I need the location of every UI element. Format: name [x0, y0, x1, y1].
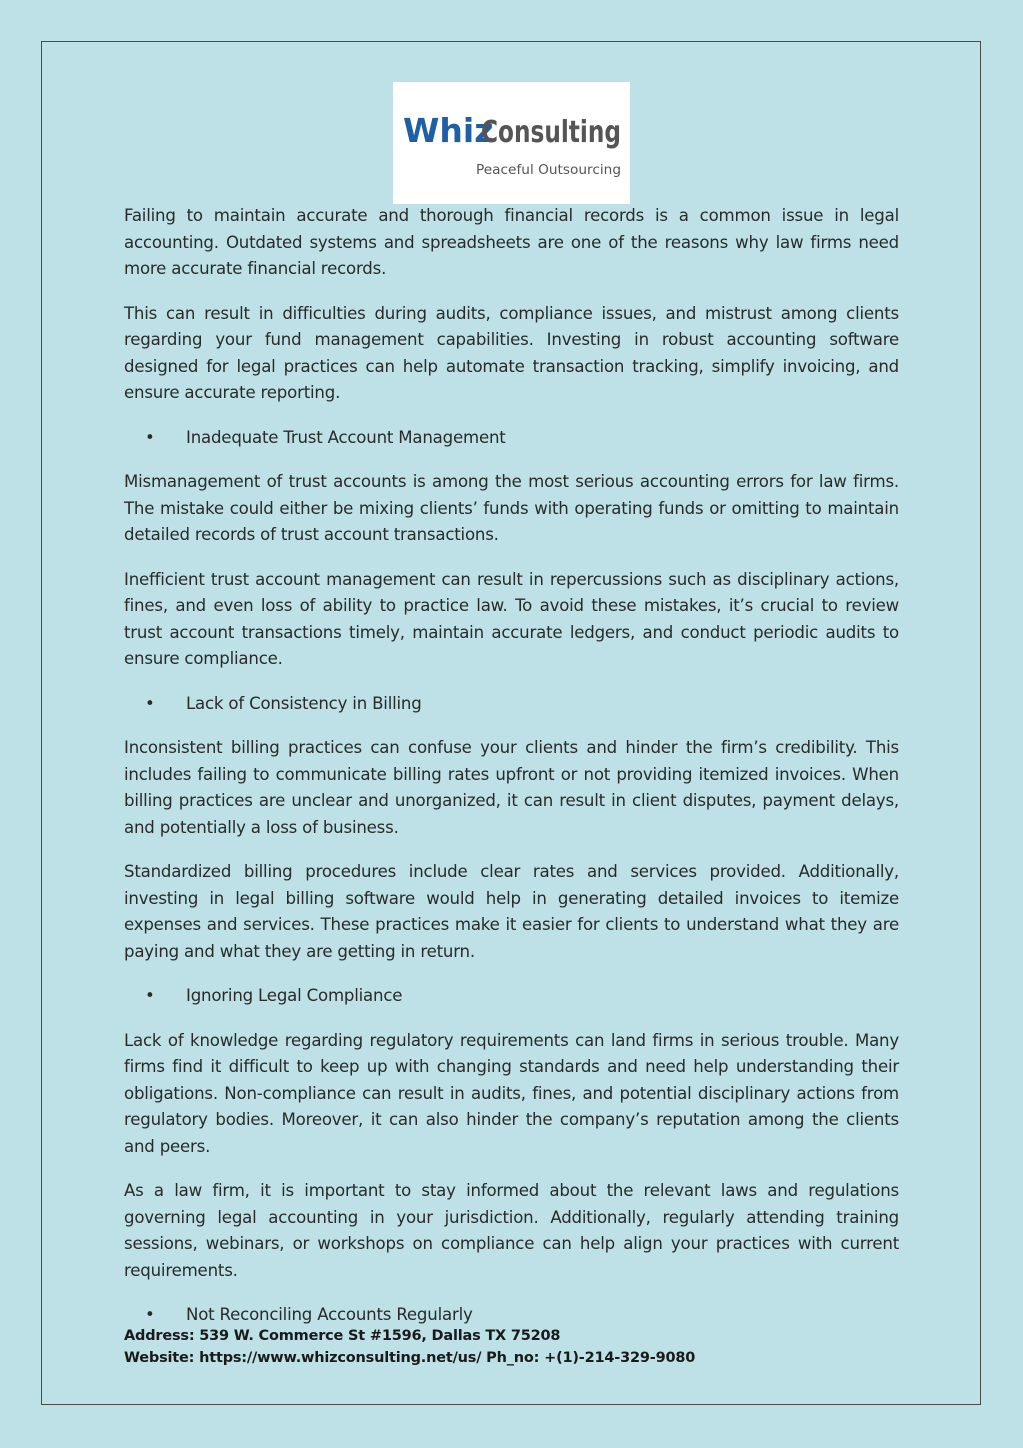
logo-brand-second: Consulting [481, 115, 621, 150]
footer-address: Address: 539 W. Commerce St #1596, Dallas TX 75208 [124, 1328, 561, 1344]
bullet-item [124, 691, 899, 718]
paragraph: Inefficient trust account management can result in repercussions such as disciplinary actions, fines, and even loss of ability to practice law. To avoid these mistakes, it’s crucial to review trust account transactions timely, maintain accurate ledgers, and conduct periodic audits to ensure compliance. [124, 569, 899, 668]
bullet-text: Lack of Consistency in Billing [186, 693, 422, 713]
paragraph: This can result in difficulties during audits, compliance issues, and mistrust among clients regarding your fund management capabilities. Investing in robust accounting software designed for legal practices can help automate transaction tracking, simplify invoicing, and ensure accurate reporting. [124, 303, 899, 402]
logo-tagline: Peaceful Outsourcing [476, 163, 621, 178]
bullet-dot-icon: • [145, 693, 155, 713]
bullet-text: Not Reconciling Accounts Regularly [186, 1305, 473, 1324]
bullet-text: Ignoring Legal Compliance [186, 986, 403, 1005]
paragraph: Failing to maintain accurate and thorough financial records is a common issue in legal accounting. Outdated systems and spreadsheets are one of the reasons why law firms need more accurate financial records. [124, 206, 899, 278]
logo-graphic [393, 82, 630, 204]
bullet-dot-icon: • [145, 427, 155, 447]
footer-website: Website: https://www.whizconsulting.net/us/ Ph_no: +(1)-214-329-9080 [124, 1350, 696, 1366]
paragraph: Standardized billing procedures include clear rates and services provided. Additionally, investing in legal billing software would help in generating detailed invoices to itemize expenses and services. These practices make it easier for clients to understand what they are paying and what they are getting in return. [124, 862, 899, 961]
footer [124, 1325, 695, 1369]
bullet-item [124, 983, 899, 1010]
paragraph: Inconsistent billing practices can confuse your clients and hinder the firm’s credibility. This includes failing to communicate billing rates upfront or not providing itemized invoices. When billing practices are unclear and unorganized, it can result in client disputes, payment delays, and potentially a loss of business. [124, 738, 899, 837]
bullet-item [124, 425, 899, 452]
logo-brand-first: Whiz [403, 111, 494, 150]
bullet-dot-icon: • [145, 1305, 155, 1324]
document-body [124, 203, 899, 1329]
paragraph: Mismanagement of trust accounts is among the most serious accounting errors for law firms. The mistake could either be mixing clients’ funds with operating funds or omitting to maintain detailed records of trust account transactions. [124, 472, 899, 544]
paragraph: Lack of knowledge regarding regulatory requirements can land firms in serious trouble. Many firms find it difficult to keep up with changing standards and need help understanding their obligations. Non-compliance can result in audits, fines, and potential disciplinary actions from regulatory bodies. Moreover, it can also hinder the company’s reputation among the clients and peers. [124, 1030, 899, 1156]
paragraph: As a law firm, it is important to stay informed about the relevant laws and regulations governing legal accounting in your jurisdiction. Additionally, regularly attending training sessions, webinars, or workshops on compliance can help align your practices with current requirements. [124, 1181, 899, 1280]
bullet-text: Inadequate Trust Account Management [186, 427, 506, 447]
company-logo [393, 82, 630, 204]
bullet-dot-icon: • [145, 986, 155, 1005]
